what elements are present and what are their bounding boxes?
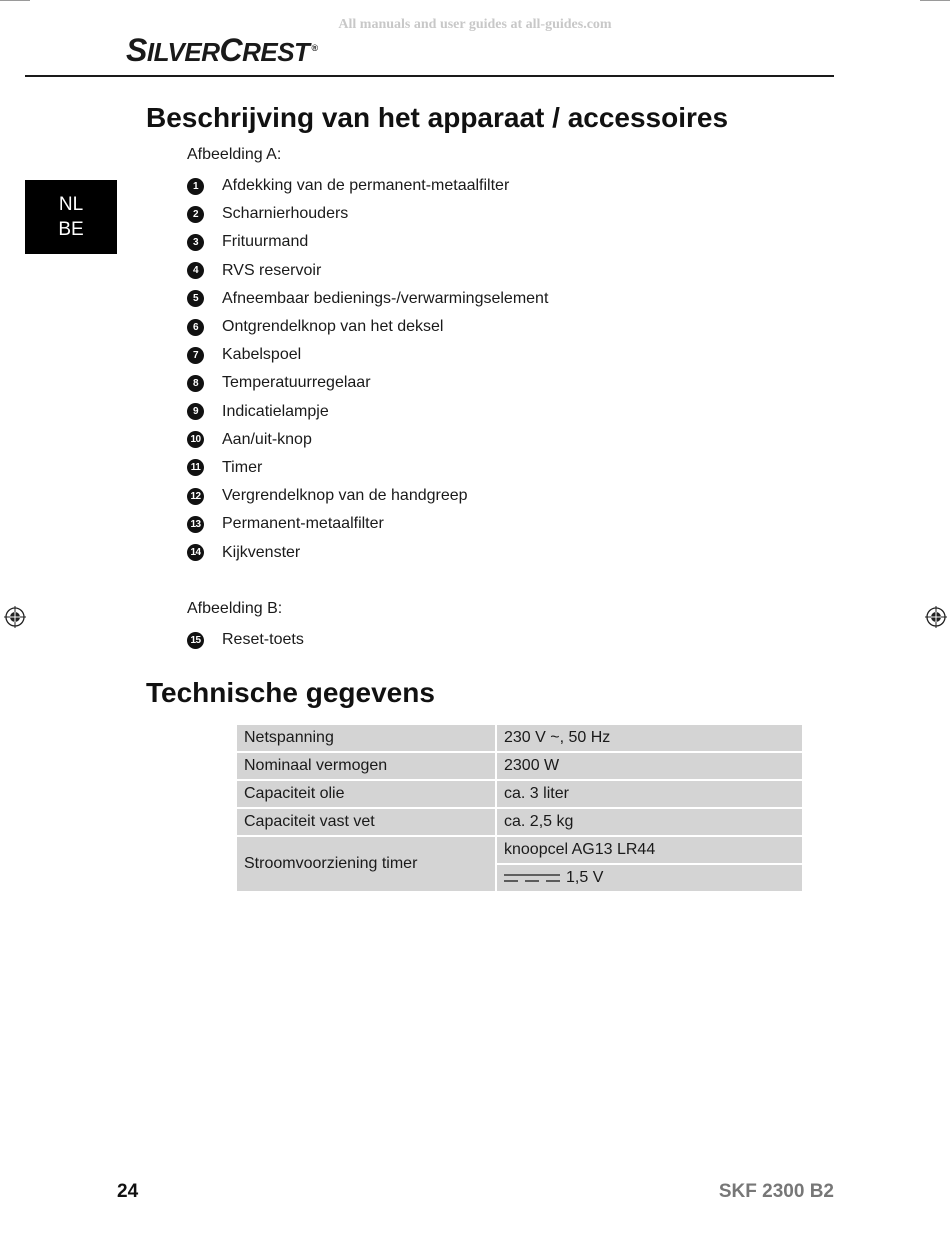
item-number-badge: 6 bbox=[187, 319, 204, 336]
item-label: Frituurmand bbox=[222, 233, 309, 251]
figure-a-label: Afbeelding A: bbox=[187, 146, 282, 163]
item-number-badge: 1 bbox=[187, 178, 204, 195]
item-label: Permanent-metaalfilter bbox=[222, 515, 384, 533]
table-row bbox=[236, 780, 803, 808]
table-row bbox=[236, 836, 803, 864]
item-label: Timer bbox=[222, 458, 263, 476]
table-row bbox=[236, 752, 803, 780]
header-rule bbox=[25, 75, 834, 77]
list-item bbox=[187, 341, 548, 369]
item-number-badge: 13 bbox=[187, 516, 204, 533]
item-number-badge: 12 bbox=[187, 488, 204, 505]
figure-b-parts-list bbox=[187, 626, 304, 654]
item-label: Afneembaar bedienings-/verwarmingselement bbox=[222, 289, 549, 307]
item-number-badge: 7 bbox=[187, 347, 204, 364]
item-label: Reset-toets bbox=[222, 631, 304, 649]
item-label: Indicatielampje bbox=[222, 402, 329, 420]
list-item bbox=[187, 257, 548, 285]
item-number-badge: 9 bbox=[187, 403, 204, 420]
item-number-badge: 15 bbox=[187, 632, 204, 649]
spec-label: Capaciteit vast vet bbox=[236, 808, 496, 836]
list-item bbox=[187, 398, 548, 426]
item-number-badge: 5 bbox=[187, 290, 204, 307]
figure-b-label: Afbeelding B: bbox=[187, 600, 283, 617]
item-label: Scharnierhouders bbox=[222, 205, 349, 223]
item-number-badge: 2 bbox=[187, 206, 204, 223]
spec-value-voltage: 1,5 V bbox=[566, 869, 604, 886]
item-label: Temperatuurregelaar bbox=[222, 374, 371, 392]
registration-mark-icon bbox=[925, 606, 947, 628]
registration-mark-icon bbox=[4, 606, 26, 628]
item-number-badge: 14 bbox=[187, 544, 204, 561]
spec-label: Stroomvoorziening timer bbox=[236, 836, 496, 892]
list-item bbox=[187, 369, 548, 397]
brand-logo: SILVERCREST ® bbox=[126, 32, 318, 68]
crop-mark bbox=[0, 0, 30, 1]
item-number-badge: 4 bbox=[187, 262, 204, 279]
item-number-badge: 8 bbox=[187, 375, 204, 392]
list-item bbox=[187, 285, 548, 313]
spec-value: ca. 3 liter bbox=[496, 780, 803, 808]
list-item bbox=[187, 426, 548, 454]
item-number-badge: 11 bbox=[187, 459, 204, 476]
item-label: RVS reservoir bbox=[222, 261, 322, 279]
spec-value bbox=[496, 864, 803, 892]
watermark: All manuals and user guides at all-guides.com bbox=[338, 17, 612, 32]
crop-mark bbox=[920, 0, 950, 1]
spec-label: Netspanning bbox=[236, 724, 496, 752]
dc-symbol-icon bbox=[504, 873, 560, 883]
item-label: Afdekking van de permanent-metaalfilter bbox=[222, 177, 510, 195]
page-number: 24 bbox=[117, 1181, 139, 1202]
spec-value: 2300 W bbox=[496, 752, 803, 780]
list-item bbox=[187, 200, 548, 228]
list-item bbox=[187, 538, 548, 566]
language-tab bbox=[25, 180, 117, 254]
list-item bbox=[187, 626, 304, 654]
item-label: Aan/uit-knop bbox=[222, 430, 312, 448]
list-item bbox=[187, 510, 548, 538]
model-number: SKF 2300 B2 bbox=[718, 1181, 834, 1202]
list-item bbox=[187, 482, 548, 510]
table-row bbox=[236, 724, 803, 752]
item-label: Ontgrendelknop van het deksel bbox=[222, 318, 444, 336]
section-title-description: Beschrijving van het apparaat / accessoires bbox=[146, 102, 729, 133]
spec-value: 230 V ~, 50 Hz bbox=[496, 724, 803, 752]
spec-value: ca. 2,5 kg bbox=[496, 808, 803, 836]
list-item bbox=[187, 454, 548, 482]
technical-data-table bbox=[235, 723, 804, 893]
figure-a-parts-list bbox=[187, 172, 548, 567]
section-title-technical-data: Technische gegevens bbox=[146, 677, 435, 708]
list-item bbox=[187, 228, 548, 256]
item-label: Kabelspoel bbox=[222, 346, 302, 364]
language-code-be: BE bbox=[58, 219, 84, 240]
item-number-badge: 10 bbox=[187, 431, 204, 448]
table-row bbox=[236, 808, 803, 836]
item-label: Vergrendelknop van de handgreep bbox=[222, 487, 468, 505]
list-item bbox=[187, 172, 548, 200]
language-code-nl: NL bbox=[58, 194, 84, 215]
spec-value: knoopcel AG13 LR44 bbox=[496, 836, 803, 864]
spec-label: Nominaal vermogen bbox=[236, 752, 496, 780]
list-item bbox=[187, 313, 548, 341]
item-label: Kijkvenster bbox=[222, 543, 301, 561]
spec-label: Capaciteit olie bbox=[236, 780, 496, 808]
item-number-badge: 3 bbox=[187, 234, 204, 251]
